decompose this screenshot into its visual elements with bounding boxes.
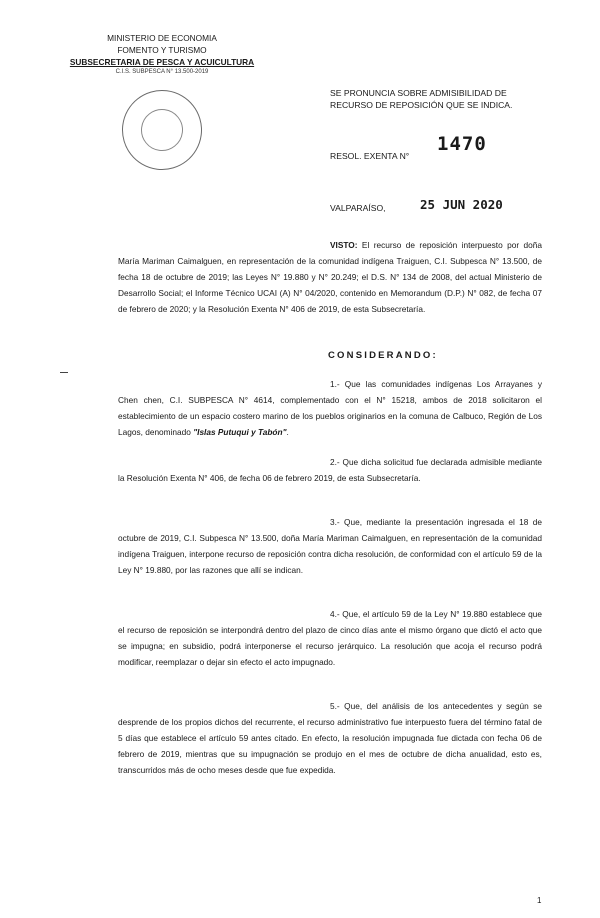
ministry-header [62, 32, 262, 77]
ministry-name: MINISTERIO DE ECONOMIA [107, 33, 217, 43]
city-name: VALPARAÍSO, [330, 203, 386, 213]
document-code: C.I.S. SUBPESCA N° 13.500-2019 [115, 69, 209, 75]
reference-line-2: RECURSO DE REPOSICIÓN QUE SE INDICA. [330, 100, 513, 110]
item-text: 4.- Que, el artículo 59 de la Ley N° 19.880 establece que el recurso de reposición se interpondrá dentro del plazo de cinco días ante el mismo órgano que dictó el acto que se impugna; en subsidio, podrá interponerse el recurso jerárquico. La resolución que acoja el recurso podrá modificar, reemplazar o dejar sin efecto el acto impugnado. [118, 609, 542, 667]
margin-mark [60, 372, 68, 373]
reference-line-1: SE PRONUNCIA SOBRE ADMISIBILIDAD DE [330, 88, 507, 98]
item-emphasis: "Islas Putuqui y Tabón" [193, 426, 287, 437]
item-text: 2.- Que dicha solicitud fue declarada admisible mediante la Resolución Exenta N° 406, de fecha 06 de febrero 2019, de esta Subsecretaría. [118, 457, 542, 483]
considerando-heading: CONSIDERANDO: [328, 350, 438, 361]
item-text: 5.- Que, del análisis de los antecedentes y según se desprende de los propios dichos del recurrente, el recurso administrativo fue interpuesto fuera del término fatal de 5 días que establece el artículo 59 antes citado. En efecto, la resolución impugnada fue dictada con fecha 06 de febrero de 2019, mientras que su impugnación se produjo en el mes de octubre de dicha anualidad, esto es, transcurridos más de ocho meses desde que fue expedida. [118, 701, 542, 775]
official-seal-icon [106, 74, 218, 186]
visto-label: VISTO: [330, 240, 358, 250]
date-stamp: 25 JUN 2020 [420, 197, 503, 212]
item-text: 1.- Que las comunidades indígenas Los Arrayanes y Chen chen, C.I. SUBPESCA N° 4614, complementado con el N° 15218, ambos de 2018 solicitaron el establecimiento de un espacio costero marino de los pueblos originarios en la comuna de Calbuco, Región de Los Lagos, denominado [118, 379, 542, 437]
item-text: 3.- Que, mediante la presentación ingresada el 18 de octubre de 2019, C.I. Subpesca N° 13.500, doña María Mariman Caimalguen, en representación de la comunidad indígena Traiguen, interpone recurso de reposición contra dicha resolución, de conformidad con el artículo 59 de la Ley N° 19.880, por las razones que allí se indican. [118, 517, 542, 575]
considerando-item-5 [118, 699, 542, 779]
resolution-number: 1470 [437, 133, 487, 155]
visto-paragraph [118, 238, 542, 318]
considerando-item-1 [118, 377, 542, 441]
document-reference [330, 87, 512, 111]
visto-text: El recurso de reposición interpuesto por doña María Mariman Caimalguen, en representación de la comunidad indígena Traiguen, C.I. Subpesca N° 13.500, de fecha 18 de octubre de 2019; las Leyes N° 19.880 y N° 20.249; el D.S. N° 134 de 2008, del actual Ministerio de Desarrollo Social; el Informe Técnico UCAI (A) N° 04/2020, contenido en Memorandum (D.P.) N° 082, de fecha 07 de febrero de 2020; y la Resolución Exenta N° 406 de 2019, de esta Subsecretaría. [118, 240, 542, 314]
page-number: 1 [537, 896, 542, 905]
subsecretaria-name: SUBSECRETARIA DE PESCA Y ACUICULTURA [69, 57, 255, 67]
considerando-item-2 [118, 455, 542, 487]
resolution-label: RESOL. EXENTA N° [330, 151, 410, 161]
seal-inner-ring [133, 101, 192, 160]
considerando-item-4 [118, 607, 542, 671]
considerando-item-3 [118, 515, 542, 579]
ministry-subname: FOMENTO Y TURISMO [117, 45, 207, 55]
item-text-after: . [286, 426, 289, 437]
